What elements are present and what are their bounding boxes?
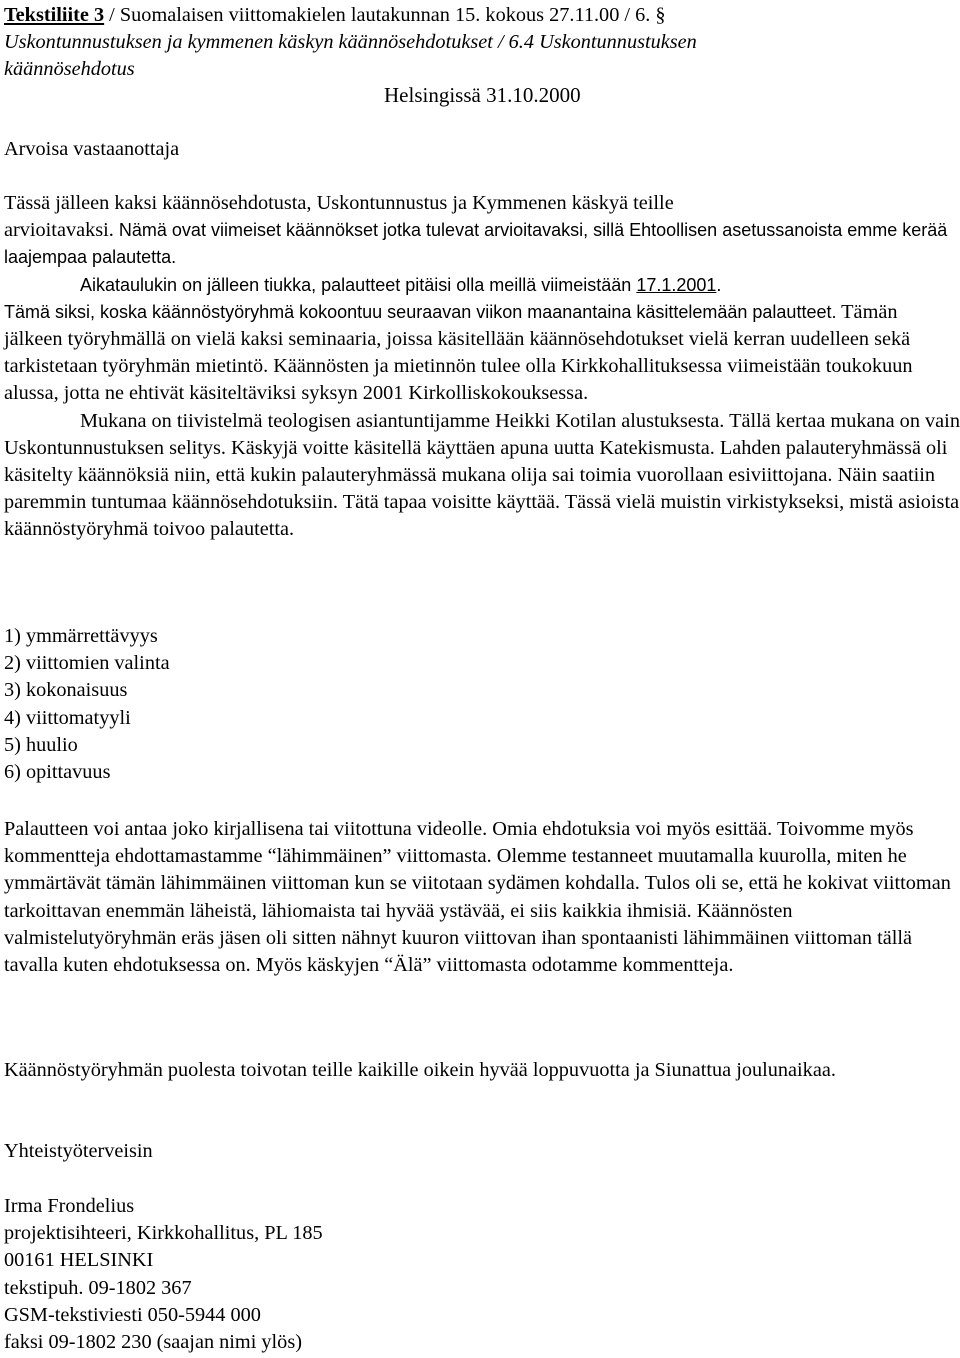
signer-gsm: GSM-tekstiviesti 050-5944 000 xyxy=(4,1303,261,1326)
meeting-reference: / Suomalaisen viittomakielen lautakunnan 15. kokous 27.11.00 / 6. xyxy=(104,4,651,26)
deadline-dot: . xyxy=(716,274,722,295)
list-item: 6) opittavuus xyxy=(4,760,111,783)
deadline-paragraph xyxy=(4,272,960,299)
process-text-b: Tämän jälkeen työryhmällä on vielä kaksi seminaaria, joissa käsitellään käännösehdotukset vielä kerran uudelleen sekä tarkistetaan työryhmän mietintö. Käännösten ja mietinnön tulee olla Kirkkohallituksessa viimeistään toukokuun alussa, jotta ne ehtivät käsiteltäviksi syksyn 2001 Kirkolliskokouksessa. xyxy=(4,300,913,405)
process-text-a: Tämä siksi, koska käännöstyöryhmä kokoontuu seuraavan viikon maanantaina käsittelemään palautteet. xyxy=(4,301,837,322)
intro-section xyxy=(4,190,960,544)
attachment-label: Tekstiliite 3 xyxy=(4,4,105,26)
signature-block xyxy=(4,1193,323,1356)
feedback-paragraph: Palautteen voi antaa joko kirjallisena tai viitottuna videolle. Omia ehdotuksia voi myös esittää. Toivomme myös kommentteja ehdottamastamme “lähimmäinen” viittomasta. Olemme testanneet muutamalla kuurolla, miten he ymmärtävät tämän lähimmäinen viittoman kun se viitotaan sydämen kohdalla. Tulos oli se, että he kokivat viittoman tarkoittavan enemmän läheistä, lähiomaista tai hyvää ystävää, ei siis kaikkia ihmisiä. Käännösten valmistelutyöryhmän eräs jäsen oli sitten nähnyt kuuron viittovan ihan spontaanisti lähimmäinen viittoman tällä tavalla kuten ehdotuksessa on. Myös käskyjen “Älä” viittomasta odotamme kommentteja. xyxy=(4,818,951,977)
list-item: 2) viittomien valinta xyxy=(4,652,170,675)
signer-title: projektisihteeri, Kirkkohallitus, PL 185 xyxy=(4,1222,323,1245)
signer-textphone: tekstipuh. 09-1802 367 xyxy=(4,1276,192,1299)
agenda-item: Uskontunnustuksen ja kymmenen käskyn käännösehdotukset / 6.4 Uskontunnustuksen xyxy=(4,31,697,54)
summary-paragraph xyxy=(4,408,960,544)
process-paragraph xyxy=(4,299,960,408)
signer-postal: 00161 HELSINKI xyxy=(4,1249,154,1272)
deadline-text: Aikataulukin on jälleen tiukka, palautteet pitäisi olla meillä viimeistään xyxy=(80,274,637,295)
list-item: 3) kokonaisuus xyxy=(4,679,128,702)
signer-name: Irma Frondelius xyxy=(4,1195,135,1217)
greeting: Yhteistyöterveisin xyxy=(4,1140,153,1162)
intro-paragraph xyxy=(4,190,960,272)
closing-paragraph: Käännöstyöryhmän puolesta toivotan teille kaikille oikein hyvää loppuvuotta ja Siunattua joulunaikaa. xyxy=(4,1059,836,1081)
list-item: 5) huulio xyxy=(4,733,78,756)
intro-text-a: Tässä jälleen kaksi käännösehdotusta, Uskontunnustus ja Kymmenen käskyä teille xyxy=(4,192,674,214)
agenda-subitem: käännösehdotus xyxy=(4,58,135,81)
section-symbol: § xyxy=(650,4,666,26)
list-item: 4) viittomatyyli xyxy=(4,706,131,729)
intro-text-c: Nämä ovat viimeiset käännökset jotka tulevat arvioitavaksi, sillä Ehtoollisen asetussanoista emme kerää laajempaa palautetta. xyxy=(4,220,948,268)
deadline-date: 17.1.2001 xyxy=(636,274,717,295)
criteria-list xyxy=(4,623,170,786)
intro-text-b: arvioitavaksi. xyxy=(4,219,119,242)
signer-fax: faksi 09-1802 230 (saajan nimi ylös) xyxy=(4,1330,302,1353)
salutation: Arvoisa vastaanottaja xyxy=(4,138,180,160)
document-header xyxy=(4,2,960,84)
list-item: 1) ymmärrettävyys xyxy=(4,625,158,647)
letter-date: Helsingissä 31.10.2000 xyxy=(384,83,581,107)
summary-text: Mukana on tiivistelmä teologisen asiantuntijamme Heikki Kotilan alustuksesta. Tällä kertaa mukana on vain Uskontunnustuksen selitys. Käskyjä voitte käsitellä käyttäen apuna uutta Katekismusta. Lahden palauteryhmässä oli käsitelty käännöksiä niin, että kukin palauteryhmässä mukana olija sai toimia vuorollaan esiviittojana. Näin saatiin paremmin tuntumaa käännösehdotuksiin. Tätä tapaa voisitte käyttää. Tässä vielä muistin virkistykseksi, mistä asioista käännöstyöryhmä toivoo palautetta. xyxy=(4,409,960,541)
